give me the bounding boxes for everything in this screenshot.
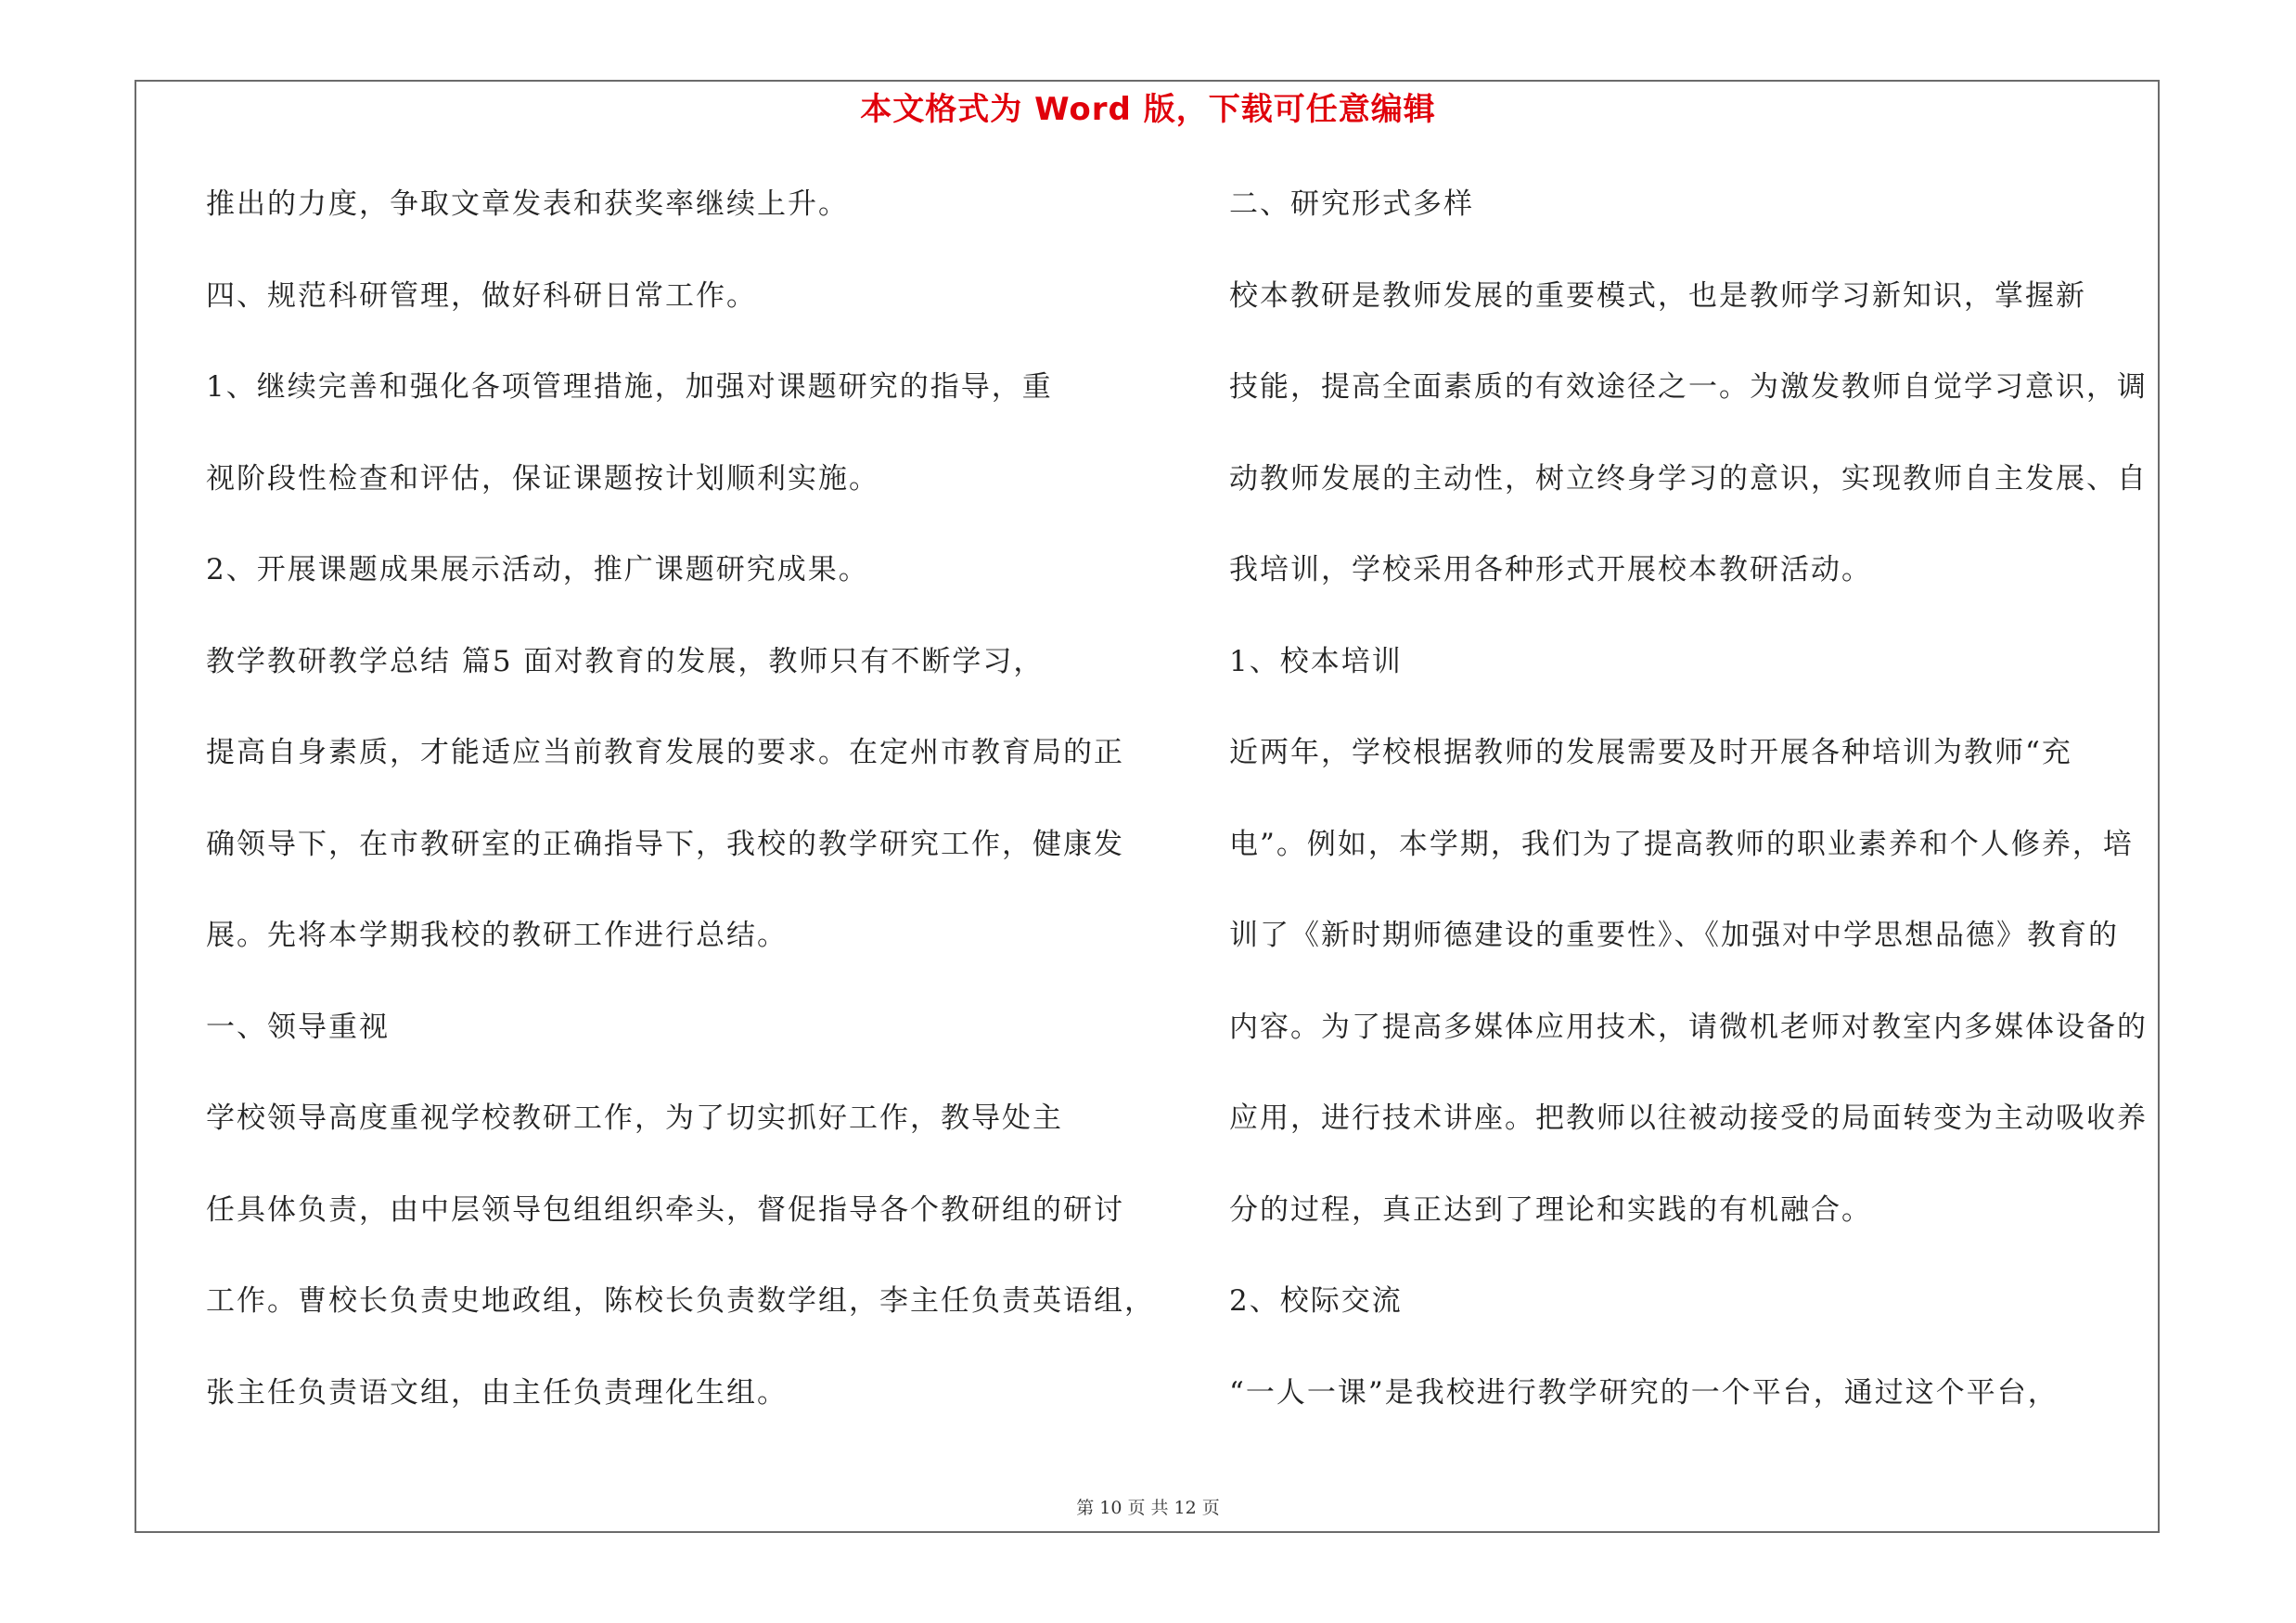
text-line: 动教师发展的主动性，树立终身学习的意识，实现教师自主发展、自 — [1229, 461, 2148, 496]
text-line: 2、开展课题成果展示活动，推广课题研究成果。 — [206, 553, 869, 586]
text-line: 确领导下，在市教研室的正确指导下，我校的教学研究工作，健康发 — [206, 827, 1124, 861]
text-line: 二、研究形式多样 — [1229, 187, 1474, 221]
text-line: 提高自身素质，才能适应当前教育发展的要求。在定州市教育局的正 — [206, 736, 1124, 769]
text-line: 分的过程，真正达到了理论和实践的有机融合。 — [1229, 1192, 1872, 1227]
text-line: 电”。例如，本学期，我们为了提高教师的职业素养和个人修养，培 — [1229, 827, 2134, 861]
text-line: “一人一课”是我校进行教学研究的一个平台，通过这个平台， — [1229, 1375, 2059, 1410]
text-line: 应用，进行技术讲座。把教师以往被动接受的局面转变为主动吸收养 — [1229, 1101, 2148, 1135]
text-line: 1、校本培训 — [1229, 644, 1403, 678]
text-line: 学校领导高度重视学校教研工作，为了切实抓好工作，教导处主 — [206, 1101, 1063, 1135]
text-line: 张主任负责语文组，由主任负责理化生组。 — [206, 1375, 788, 1410]
text-line: 推出的力度，争取文章发表和获奖率继续上升。 — [206, 187, 849, 221]
text-line: 技能，提高全面素质的有效途径之一。为激发教师自觉学习意识，调 — [1229, 370, 2148, 404]
text-line: 工作。曹校长负责史地政组，陈校长负责数学组，李主任负责英语组， — [206, 1284, 1155, 1318]
text-line: 展。先将本学期我校的教研工作进行总结。 — [206, 919, 788, 952]
format-banner: 本文格式为 Word 版，下载可任意编辑 — [860, 91, 1436, 128]
text-line: 内容。为了提高多媒体应用技术，请微机老师对教室内多媒体设备的 — [1229, 1010, 2148, 1044]
text-line: 视阶段性检查和评估，保证课题按计划顺利实施。 — [206, 461, 879, 496]
text-line: 教学教研教学总结 篇5 面对教育的发展，教师只有不断学习， — [206, 644, 1045, 678]
page-number-footer: 第 10 页 共 12 页 — [1076, 1498, 1220, 1518]
text-line: 1、继续完善和强化各项管理措施，加强对课题研究的指导，重 — [206, 370, 1053, 404]
text-line: 2、校际交流 — [1229, 1284, 1403, 1318]
text-line: 近两年，学校根据教师的发展需要及时开展各种培训为教师“充 — [1229, 736, 2072, 769]
text-line: 训了《新时期师德建设的重要性》、《加强对中学思想品德》教育的 — [1229, 919, 2119, 952]
text-line: 任具体负责，由中层领导包组组织牵头，督促指导各个教研组的研讨 — [206, 1192, 1124, 1227]
text-line: 校本教研是教师发展的重要模式，也是教师学习新知识，掌握新 — [1229, 278, 2086, 313]
text-line: 四、规范科研管理，做好科研日常工作。 — [206, 278, 757, 313]
text-line: 我培训，学校采用各种形式开展校本教研活动。 — [1229, 553, 1872, 586]
text-line: 一、领导重视 — [206, 1010, 390, 1044]
